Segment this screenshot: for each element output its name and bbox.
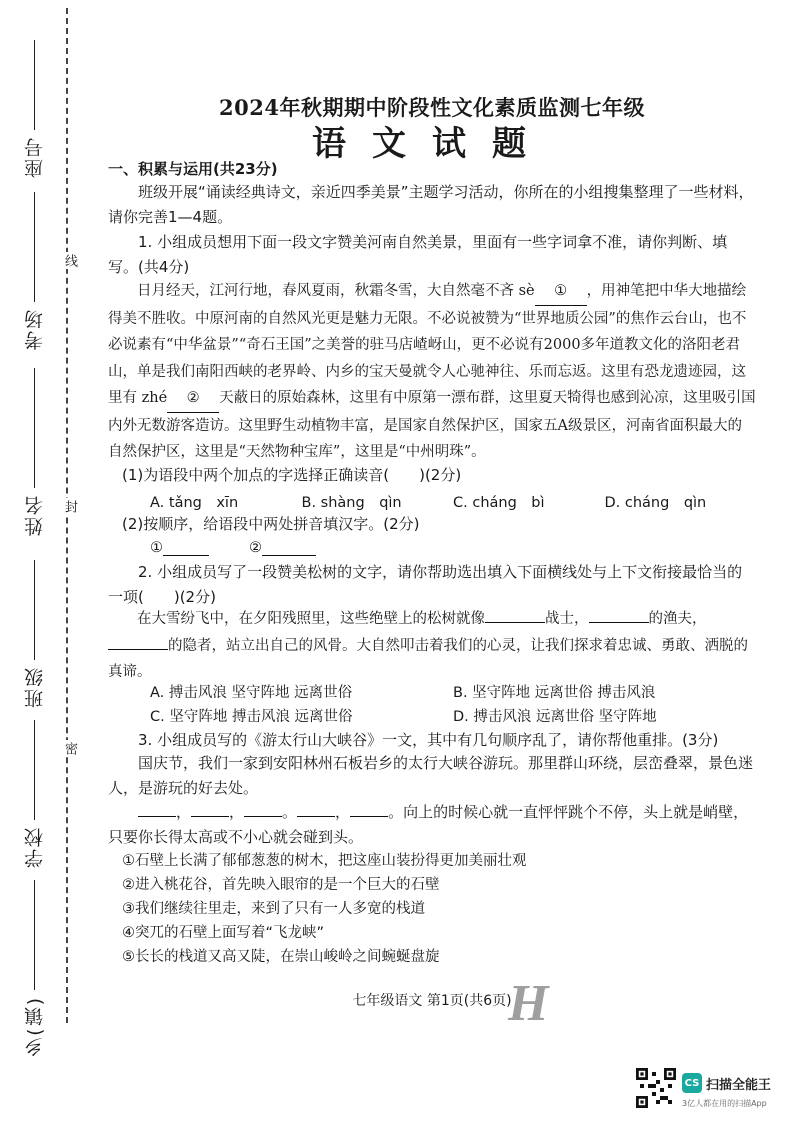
q3-item-3: ③我们继续往里走，来到了只有一人多宽的栈道 [122,901,425,917]
q2-option-d[interactable]: D. 搏击风浪 远离世俗 坚守阵地 [453,709,657,725]
q2-passage-part: 的隐者，站立出自己的风骨。大自然叩击着我们的心灵，让我们探求着忠诚、勇敢、洒脱的真谛。 [108,637,748,680]
cs-logo-icon: CS [682,1073,702,1093]
q2-passage-part: 战士， [545,611,589,627]
q2-blank-2[interactable] [589,622,649,623]
q3-blank-4[interactable] [297,816,335,817]
q2-options-row-2 [150,705,756,726]
q1-prompt: 1. 小组成员想用下面一段文字赞美河南自然美景，里面有一些字词拿不准，请你判断、填写。(共4分) [108,233,728,276]
q1-option-d[interactable]: D. cháng qìn [604,495,707,511]
q2-option-c[interactable]: C. 坚守阵地 搏击风浪 远离世俗 [150,709,353,725]
name-field [14,368,54,536]
subject-title: 语文试题 [312,124,552,164]
binding-margin [0,0,80,1124]
q3-after-blanks: 。向上的时候心就一直怦怦跳个不停，头上就是峭壁，只要你长得太高或不小心就会碰到头。 [108,803,749,846]
q3-blank-3[interactable] [244,816,282,817]
q2-passage-part: 的渔夫， [648,611,707,627]
cut-label-secret: 密 [62,742,77,755]
cut-label-seal: 封 [62,500,77,513]
school-field [14,720,54,868]
q1-fill-row [150,540,450,556]
q1-passage-part: 天蔽日的原始森林，这里有中原第一漂布群，这里夏天犄得也感到沁凉，这里吸引国内外无数游客造访。这里野生动植物丰富，是国家自然保护区，国家五A级景区，河南省面积最大的自然保护区，这里是“天然物种宝库”，这里是“中州明珠”。 [108,390,756,460]
township-label: 乡(镇) [23,996,46,1057]
exam-room-label: 考场 [23,308,46,350]
q1-passage [108,278,756,466]
q3-blank-5[interactable] [350,816,388,817]
q3-item-2: ②进入桃花谷，首先映入眼帘的是一个巨大的石壁 [122,877,440,893]
q2-blank-1[interactable] [485,622,545,623]
page-footer: 七年级语文 第1页(共6页) [352,993,512,1009]
seat-number-label: 座号 [23,136,46,178]
q1-option-b[interactable]: B. shàng qìn [301,495,402,511]
q1-fill-label-2: ② [249,540,262,556]
q1-passage-part: ，用神笔把中华大地描绘得美不胜收。中原河南的自然风光更是魅力无限。不必说被赞为“世界地质公园”的焦作云台山，也不必说素有“中华盆景”“奇石王国”之美誉的驻马店嵖岈山，更不必说有2000多年道教文化的洛阳老君山，单是我们南阳西峡的老界岭、内乡的宝天曼就令人心驰神往、乐而忘返。这里有恐龙遗迹园，这里有 zhé [108,283,747,406]
q1-sub2: (2)按顺序，给语段中两处拼音填汉字。(2分) [122,515,420,533]
exam-title: 2024年秋期期中阶段性文化素质监测七年级 [219,95,645,120]
section-heading: 一、积累与运用(共23分) [108,160,278,178]
name-label: 姓名 [23,494,46,536]
q1-passage-part: 日月经天，江河行地，春风夏雨，秋霜冬雪，大自然毫不吝 sè [137,283,535,299]
q2-blank-3[interactable] [108,649,168,650]
q3-item-5: ⑤长长的栈道又高又陡，在崇山峻岭之间蜿蜒盘旋 [122,949,440,965]
q1-options [150,491,756,512]
q1-fill-label-1: ① [150,540,163,556]
q3-blank-1[interactable] [138,816,176,817]
q3-blank-2[interactable] [191,816,229,817]
q1-option-c[interactable]: C. cháng bì [453,495,545,511]
version-mark: H [508,975,549,1032]
qr-code-icon [636,1068,676,1108]
q2-options-row-1 [150,681,756,702]
q3-prompt: 3. 小组成员写的《游太行山大峡谷》一文，其中有几句顺序乱了，请你帮他重排。(3分) [138,731,719,749]
q2-prompt: 2. 小组成员写了一段赞美松树的文字，请你帮助选出填入下面横线处与上下文衔接最恰当的一项( )(2分) [108,563,743,606]
q2-passage [108,606,756,686]
q3-item-1: ①石壁上长满了郁郁葱葱的树木，把这座山装扮得更加美丽壮观 [122,853,527,869]
seat-number-field [14,40,54,178]
q3-fill-sentence: ， ， 。 ， 。向上的时候心就一直怦怦跳个不停，头上就是峭壁，只要你长得太高或不小心就会碰到头。 [108,803,749,846]
class-field [14,560,54,708]
class-label: 班级 [23,666,46,708]
q1-fill-blank-2[interactable] [262,540,316,556]
q1-fill-blank-1[interactable] [163,540,209,556]
q3-intro: 国庆节，我们一家到安阳林州石板岩乡的太行大峡谷游玩。那里群山环绕，层峦叠翠，景色迷人，是游玩的好去处。 [108,754,754,797]
school-label: 学校 [23,826,46,868]
township-field [14,880,54,1057]
q2-passage-part: 在大雪纷飞中，在夕阳残照里，这些绝壁上的松树就像 [137,611,485,627]
q1-option-a[interactable]: A. tǎng xīn [150,495,239,511]
q1-blank-1[interactable]: ① [535,278,587,306]
q2-option-b[interactable]: B. 坚守阵地 远离世俗 搏击风浪 [453,685,656,701]
q1-sub1: (1)为语段中两个加点的字选择正确读音( )(2分) [122,466,462,484]
cut-line [66,8,68,1023]
q2-option-a[interactable]: A. 搏击风浪 坚守阵地 远离世俗 [150,685,353,701]
exam-room-field [14,192,54,350]
q3-item-4: ④突兀的石壁上面写着“飞龙峡” [122,925,325,941]
section-intro: 班级开展“诵读经典诗文，亲近四季美景”主题学习活动，你所在的小组搜集整理了一些材料，请你完善1—4题。 [108,183,754,226]
scanner-tagline: 3亿人都在用的扫描App [682,1099,767,1108]
scanner-app-name: 扫描全能王 [706,1078,772,1093]
q1-blank-2[interactable]: ② [167,385,219,413]
cut-label-line: 线 [62,254,77,267]
